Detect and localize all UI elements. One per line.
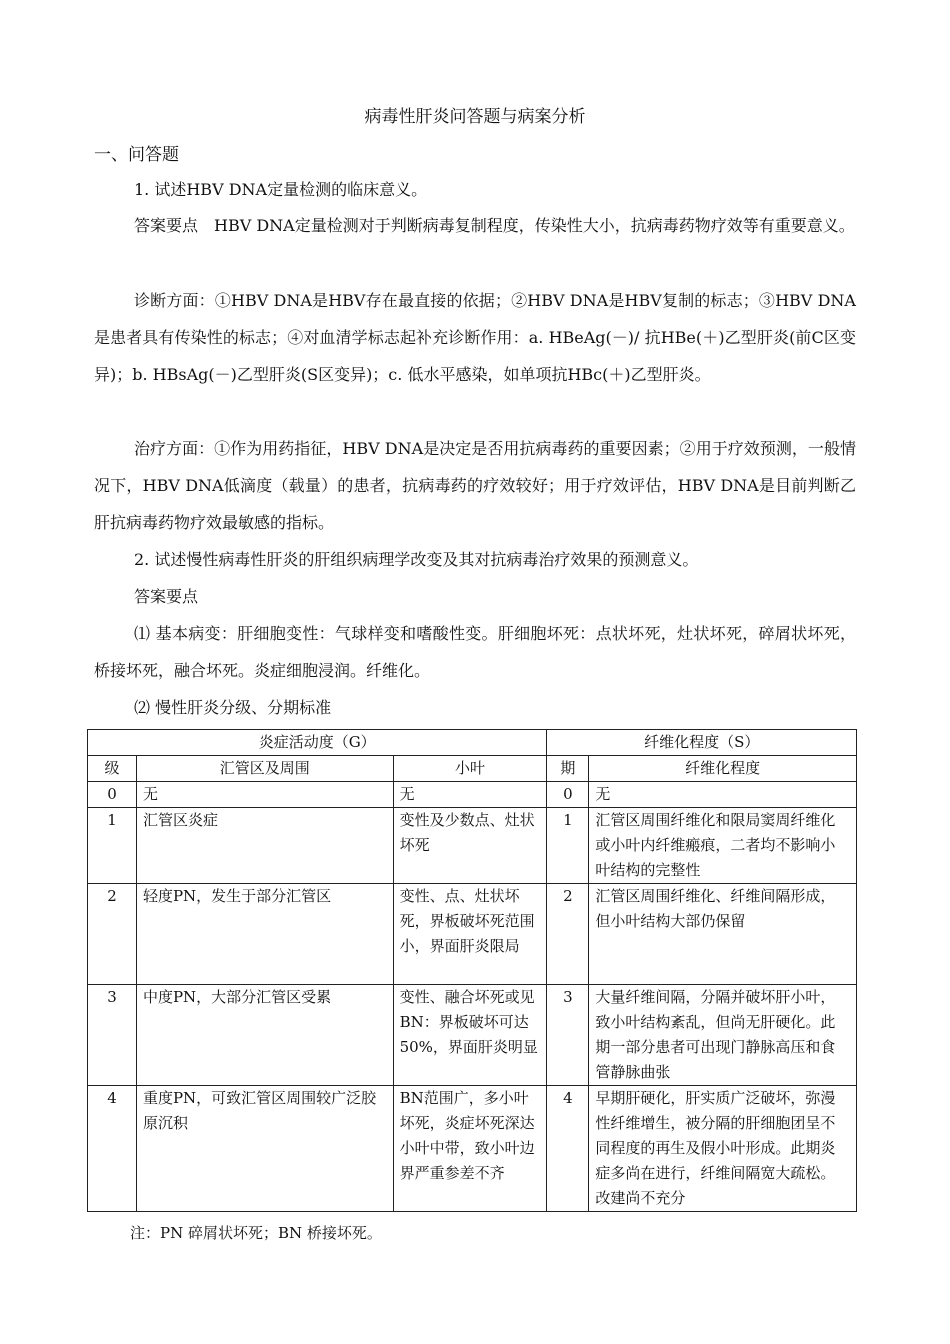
table-row [88,808,857,884]
portal-cell: 无 [136,782,393,808]
grade-cell: 4 [88,1086,137,1212]
header-fibrosis-stage: 纤维化程度（S） [547,730,857,756]
table-row [88,782,857,808]
col-lobule: 小叶 [393,756,547,782]
answer-1-treatment: 治疗方面：①作为用药指征，HBV DNA是决定是否用抗病毒药的重要因素；②用于疗效预测，一般情况下，HBV DNA低滴度（载量）的患者，抗病毒药的疗效较好；用于疗效评估，HBV DNA是目前判断乙肝抗病毒药物疗效最敏感的指标。 [94,439,856,532]
answer-2-basic-lesions: ⑴ 基本病变：肝细胞变性：气球样变和嗜酸性变。肝细胞坏死：点状坏死，灶状坏死，碎屑状坏死，桥接坏死，融合坏死。炎症细胞浸润。纤维化。 [94,624,856,680]
question-2: 2. 试述慢性病毒性肝炎的肝组织病理学改变及其对抗病毒治疗效果的预测意义。 [134,550,699,569]
col-grade: 级 [88,756,137,782]
answer-2-label: 答案要点 [134,587,199,606]
fibrosis-cell: 汇管区周围纤维化、纤维间隔形成，但小叶结构大部仍保留 [589,884,857,985]
lobule-cell: 无 [393,782,547,808]
table-footnote: 注：PN 碎屑状坏死；BN 桥接坏死。 [130,1224,382,1242]
portal-cell: 重度PN，可致汇管区周围较广泛胶原沉积 [136,1086,393,1212]
lobule-cell: 变性、点、灶状坏死，界板破坏死范围小，界面肝炎限局 [393,884,547,985]
grade-cell: 3 [88,985,137,1086]
stage-cell: 2 [547,884,589,985]
col-stage: 期 [547,756,589,782]
answer-1-intro: 答案要点 HBV DNA定量检测对于判断病毒复制程度，传染性大小，抗病毒药物疗效等有重要意义。 [134,216,855,235]
answer-2-grading-title: ⑵ 慢性肝炎分级、分期标准 [134,698,332,717]
lobule-cell: 变性、融合坏死或见BN：界板破坏可达 50%，界面肝炎明显 [393,985,547,1086]
section-heading: 一、问答题 [94,145,179,165]
stage-cell: 0 [547,782,589,808]
table-column-header-row [88,756,857,782]
stage-cell: 1 [547,808,589,884]
table-row [88,985,857,1086]
col-fibrosis: 纤维化程度 [589,756,857,782]
fibrosis-cell: 无 [589,782,857,808]
lobule-cell: BN范围广，多小叶坏死，炎症坏死深达小叶中带，致小叶边界严重参差不齐 [393,1086,547,1212]
table-row [88,1086,857,1212]
table-group-header-row [88,730,857,756]
grading-staging-table [87,729,857,1212]
portal-cell: 汇管区炎症 [136,808,393,884]
portal-cell: 轻度PN，发生于部分汇管区 [136,884,393,985]
fibrosis-cell: 汇管区周围纤维化和限局窦周纤维化或小叶内纤维瘢痕，二者均不影响小叶结构的完整性 [589,808,857,884]
grade-cell: 0 [88,782,137,808]
header-inflammation-grade: 炎症活动度（G） [88,730,547,756]
question-1: 1. 试述HBV DNA定量检测的临床意义。 [134,180,428,199]
portal-cell: 中度PN，大部分汇管区受累 [136,985,393,1086]
page-title: 病毒性肝炎问答题与病案分析 [364,107,586,127]
answer-1-diagnosis: 诊断方面：①HBV DNA是HBV存在最直接的依据；②HBV DNA是HBV复制的标志；③HBV DNA是患者具有传染性的标志；④对血清学标志起补充诊断作用：a. HBeAg(－)/ 抗HBe(＋)乙型肝炎(前C区变异)；b. HBsAg(－)乙型肝炎(S区变异)；c. 低水平感染，如单项抗HBc(＋)乙型肝炎。 [94,291,856,384]
stage-cell: 3 [547,985,589,1086]
table-row [88,884,857,985]
fibrosis-cell: 大量纤维间隔，分隔并破坏肝小叶，致小叶结构紊乱，但尚无肝硬化。此期一部分患者可出现门静脉高压和食管静脉曲张 [589,985,857,1086]
lobule-cell: 变性及少数点、灶状坏死 [393,808,547,884]
stage-cell: 4 [547,1086,589,1212]
col-portal-area: 汇管区及周围 [136,756,393,782]
fibrosis-cell: 早期肝硬化，肝实质广泛破坏，弥漫性纤维增生，被分隔的肝细胞团呈不同程度的再生及假小叶形成。此期炎症多尚在进行，纤维间隔宽大疏松。改建尚不充分 [589,1086,857,1212]
grade-cell: 1 [88,808,137,884]
grade-cell: 2 [88,884,137,985]
